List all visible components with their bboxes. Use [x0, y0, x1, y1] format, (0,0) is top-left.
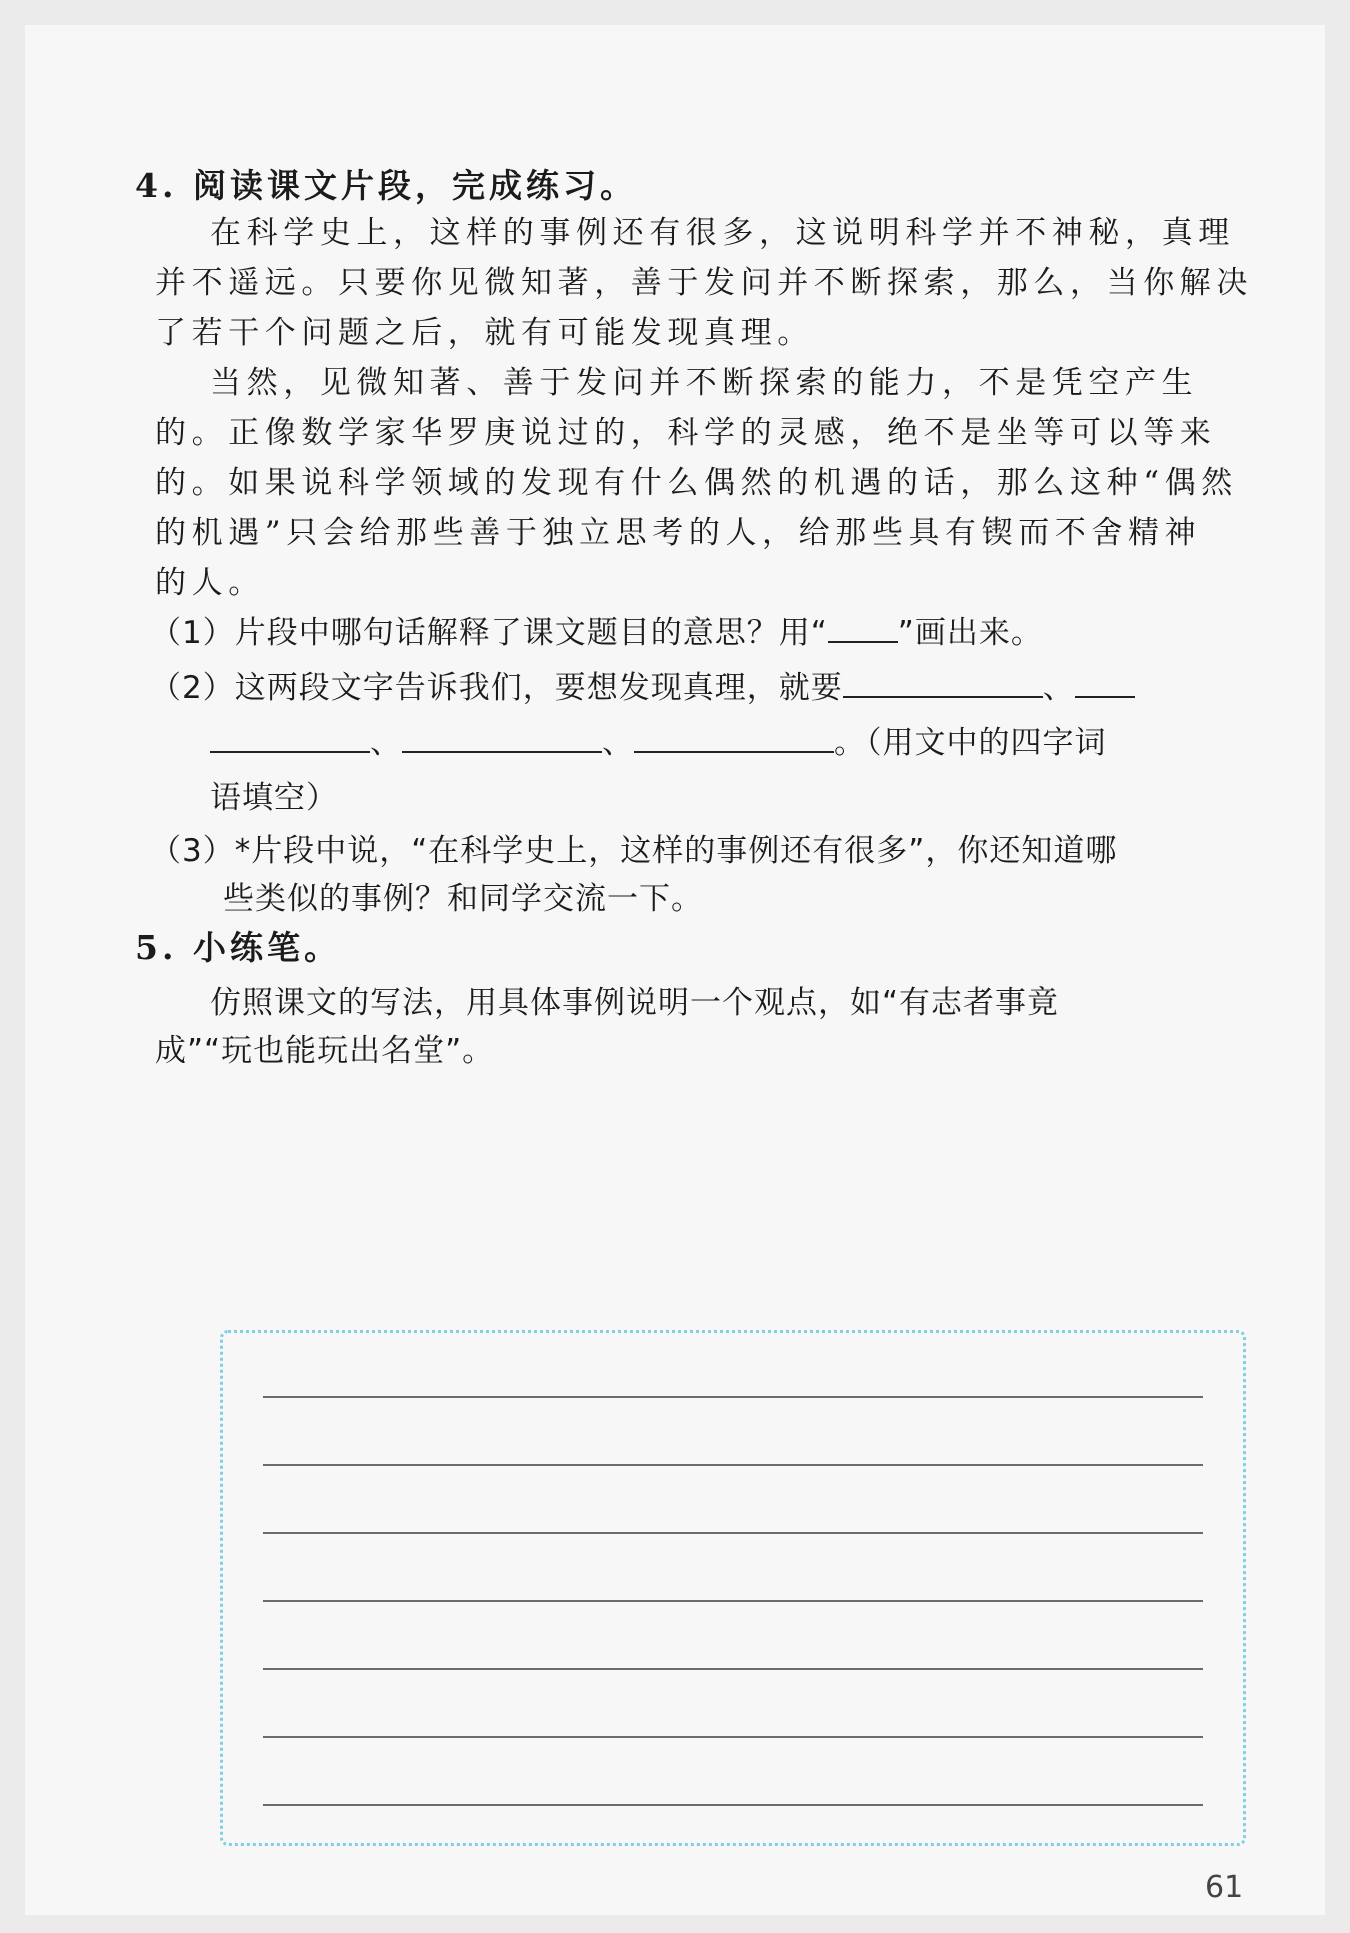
passage-line: 的。如果说科学领域的发现有什么偶然的机遇的话，那么这种“偶然 [155, 465, 1238, 501]
underline-sample-blank [828, 613, 898, 643]
writing-line[interactable] [263, 1668, 1203, 1670]
q4-heading: 4. 阅读课文片段，完成练习。 [135, 166, 637, 205]
sub-question-2 [150, 662, 1135, 707]
sub-question-1-text-end: ”画出来。 [897, 615, 1043, 651]
passage-line: 的机遇”只会给那些善于独立思考的人，给那些具有锲而不舍精神 [155, 515, 1202, 551]
writing-line[interactable] [263, 1464, 1203, 1466]
writing-line[interactable] [263, 1736, 1203, 1738]
passage-line: 在科学史上，这样的事例还有很多，这说明科学并不神秘，真理 [210, 215, 1235, 251]
answer-blank-2[interactable] [1075, 668, 1135, 698]
sub-question-2-text: 这两段文字告诉我们，要想发现真理，就要 [234, 670, 843, 706]
answer-blank-2-cont[interactable] [210, 723, 370, 753]
passage-line: 了若干个问题之后，就有可能发现真理。 [155, 315, 814, 351]
writing-line[interactable] [263, 1804, 1203, 1806]
blank-separator: 、 [602, 725, 634, 761]
passage-line: 的。正像数学家华罗庚说过的，科学的灵感，绝不是坐等可以等来 [155, 415, 1217, 451]
blank-separator: 、 [370, 725, 402, 761]
sub-question-2-instruction: 。（用文中的四字词 [834, 725, 1107, 761]
sub-question-3-text: 片段中说，“在科学史上，这样的事例还有很多”，你还知道哪 [251, 833, 1118, 869]
answer-blank-4[interactable] [634, 723, 834, 753]
q5-prompt-line1: 仿照课文的写法，用具体事例说明一个观点，如“有志者事竟 [210, 985, 1060, 1021]
sub-question-2-instruction-cont: 语填空） [210, 780, 338, 816]
passage-line: 的人。 [155, 565, 265, 601]
blank-separator: 、 [1042, 670, 1075, 706]
sub-question-3 [150, 825, 1117, 870]
q5-heading: 5. 小练笔。 [135, 928, 341, 967]
sub-question-1 [150, 607, 1043, 652]
writing-area[interactable] [220, 1330, 1246, 1846]
sub-question-2-number: （2） [150, 670, 235, 706]
worksheet-page [25, 25, 1325, 1915]
writing-line[interactable] [263, 1396, 1203, 1398]
passage-line: 并不遥远。只要你见微知著，善于发问并不断探索，那么，当你解决 [155, 265, 1253, 301]
writing-line[interactable] [263, 1532, 1203, 1534]
q5-prompt-line2: 成”“玩也能玩出名堂”。 [155, 1033, 495, 1069]
sub-question-2-line2 [210, 717, 1107, 762]
sub-question-3-line2: 些类似的事例？和同学交流一下。 [223, 881, 703, 917]
writing-line[interactable] [263, 1600, 1203, 1602]
answer-blank-3[interactable] [402, 723, 602, 753]
page-number: 61 [1205, 1870, 1244, 1905]
passage-line: 当然，见微知著、善于发问并不断探索的能力，不是凭空产生 [210, 365, 1199, 401]
answer-blank-1[interactable] [843, 668, 1043, 698]
sub-question-1-text: 片段中哪句话解释了课文题目的意思？用“ [234, 615, 828, 651]
sub-question-1-number: （1） [150, 615, 235, 651]
sub-question-3-number: （3）* [150, 833, 252, 869]
